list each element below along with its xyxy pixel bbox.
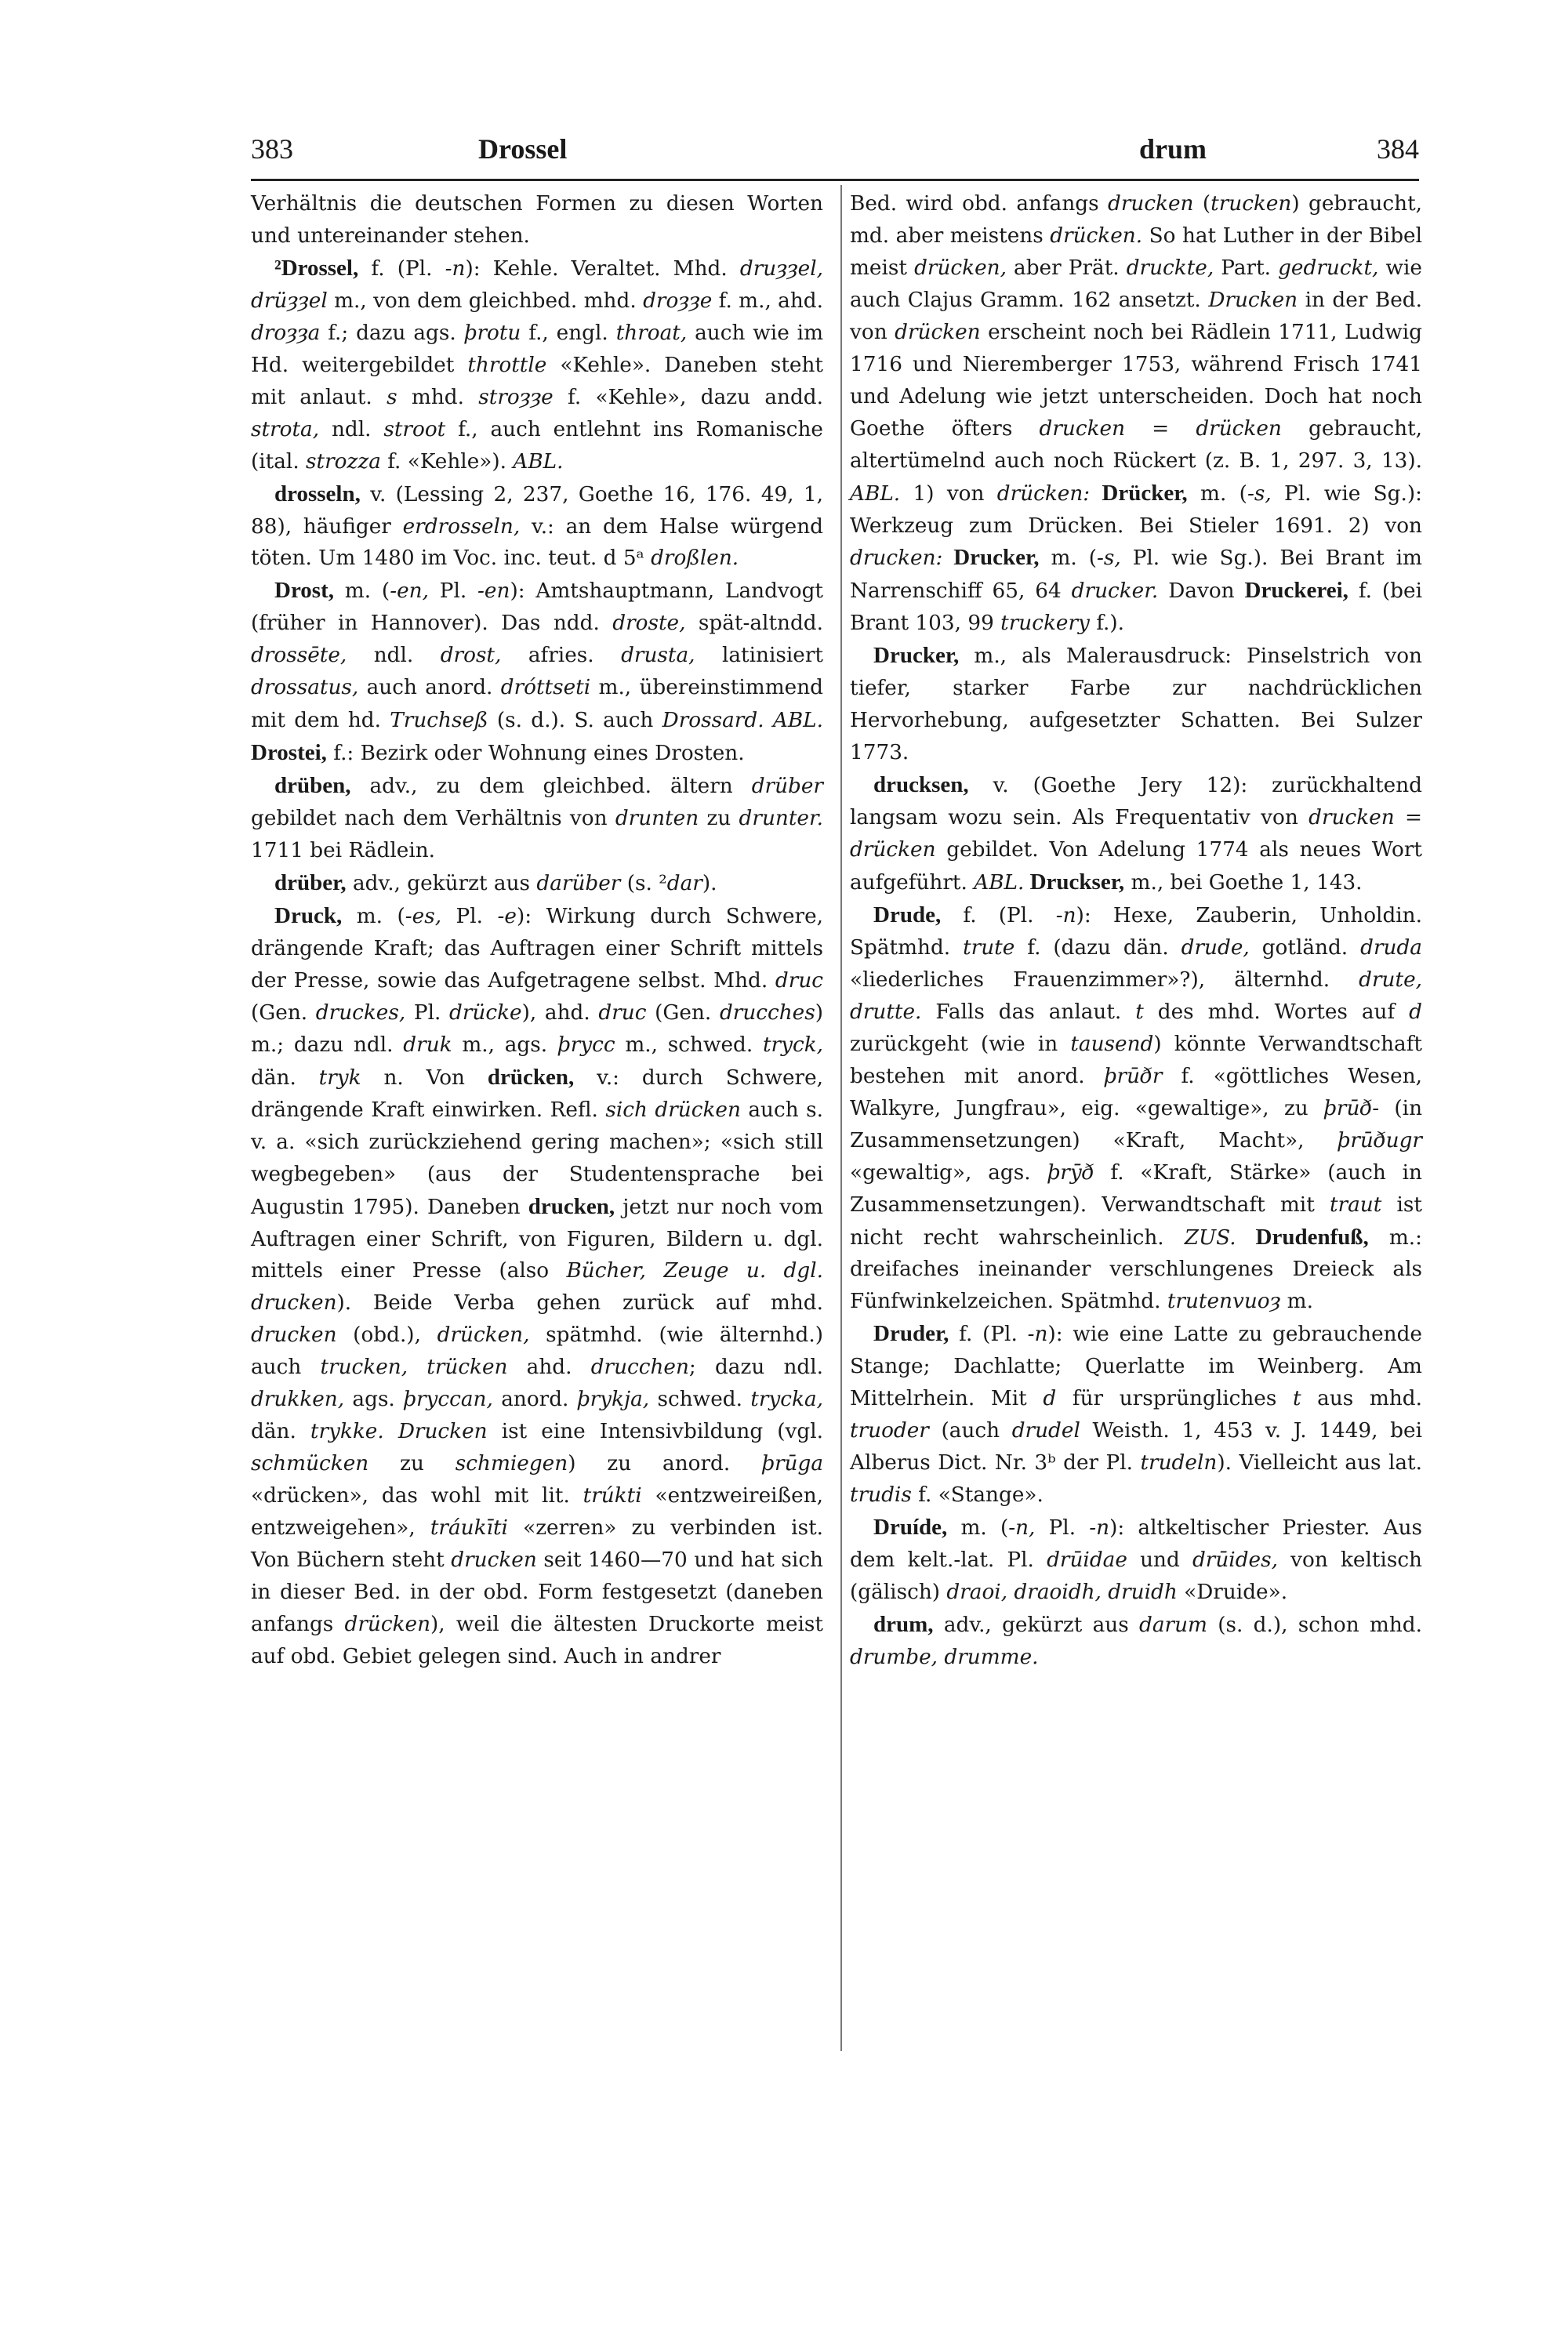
column-divider bbox=[840, 185, 842, 2051]
entry-drueben: drüben, adv., zu dem gleichbed. ältern drüber gebildet nach dem Verhältnis von drunten zu drunter. 1711 bei Rädlein. bbox=[251, 773, 823, 863]
entry-drueber: drüber, adv., gekürzt aus darüber (s. ²dar). bbox=[274, 870, 717, 896]
entry-drucksen: drucksen, v. (Goethe Jery 12): zurückhaltend langsam wozu sein. Als Frequentativ von drucken = drücken gebildet. Von Adelung 1774 als neues Wort aufgeführt. ABL. Druckser, m., bei Goethe 1, 143. bbox=[850, 772, 1422, 895]
entry-drost: Drost, m. (-en, Pl. -en): Amtshauptmann, Landvogt (früher in Hannover). Das ndd. droste, spät-altndd. drossēte, ndl. drost, afries. drusta, latinisiert drossatus, auch anord. dróttseti m., übereinstimmend mit dem hd. Truchseß (s. d.). S. auch Drossard. ABL. Drostei, f.: Bezirk oder Wohnung eines Drosten. bbox=[251, 578, 823, 766]
left-column bbox=[251, 188, 823, 1673]
page-header bbox=[251, 132, 1419, 179]
entry-druide: Druíde, m. (-n, Pl. -n): altkeltischer Priester. Aus dem kelt.-lat. Pl. drūidae und drūides, von keltisch (gälisch) draoi, draoidh, druidh «Druide». bbox=[850, 1515, 1422, 1604]
header-rule bbox=[251, 179, 1419, 181]
entry-continuation: Verhältnis die deutschen Formen zu diesen Worten und untereinander stehen. bbox=[251, 192, 823, 248]
page-number-left: 383 bbox=[251, 133, 293, 165]
entry-druck: Druck, m. (-es, Pl. -e): Wirkung durch Schwere, drängende Kraft; das Auftragen einer Schrift mittels der Presse, sowie das Aufgetragene selbst. Mhd. druc (Gen. druckes, Pl. drücke), ahd. druc (Gen. drucches) m.; dazu ndl. druk m., ags. þrycc m., schwed. tryck, dän. tryk n. Von drücken, v.: durch Schwere, drängende Kraft einwirken. Refl. sich drücken auch s. v. a. «sich zurückziehend gering machen»; «sich still wegbegeben» (aus der Studentensprache bei Augustin 1795). Daneben drucken, jetzt nur noch vom Auftragen einer Schrift, von Figuren, Bildern u. dgl. mittels einer Presse (also Bücher, Zeuge u. dgl. drucken). Beide Verba gehen zurück auf mhd. drucken (obd.), drücken, spätmhd. (wie älternhd.) auch trucken, trücken ahd. drucchen; dazu ndl. drukken, ags. þryccan, anord. þrykja, schwed. trycka, dän. trykke. Drucken ist eine Intensivbildung (vgl. schmücken zu schmiegen) zu anord. þrūga «drücken», das wohl mit lit. trúkti «entzweireißen, entzweigehen», tráukīti «zerren» zu verbinden ist. Von Büchern steht drucken seit 1460—70 und hat sich in dieser Bed. in der obd. Form festgesetzt (daneben anfangs drücken), weil die ältesten Druckorte meist auf obd. Gebiet gelegen sind. Auch in andrer bbox=[251, 902, 824, 1668]
entry-drossel: ²Drossel, f. (Pl. -n): Kehle. Veraltet. Mhd. druȝȝel, drüȝȝel m., von dem gleichbed. mhd. droȝȝe f. m., ahd. droȝȝa f.; dazu ags. þrotu f., engl. throat, auch wie im Hd. weitergebildet throttle «Kehle». Daneben steht mit anlaut. s mhd. stroȝȝe f. «Kehle», dazu andd. strota, ndl. stroot f., auch entlehnt ins Romanische (ital. strozza f. «Kehle»). ABL. bbox=[251, 255, 824, 474]
entry-drucker-maler: Drucker, m., als Malerausdruck: Pinselstrich von tiefer, starker Farbe zur nachdrücklichen Hervorhebung, aufgesetzter Schatten. Bei Sulzer 1773. bbox=[850, 643, 1422, 765]
running-head-left: Drossel bbox=[478, 133, 568, 165]
running-head-right: drum bbox=[1139, 133, 1207, 165]
entry-druck-continued: Bed. wird obd. anfangs drucken (trucken) gebraucht, md. aber meistens drücken. So hat Luther in der Bibel meist drücken, aber Prät. druckte, Part. gedruckt, wie auch Clajus Gramm. 162 ansetzt. Drucken in der Bed. von drücken erscheint noch bei Rädlein 1711, Ludwig 1716 und Nieremberger 1753, während Frisch 1741 und Adelung wie jetzt unterscheiden. Doch hat noch Goethe öfters drucken = drücken gebraucht, altertümelnd auch noch Rückert (z. B. 1, 297. 3, 13). ABL. 1) von drücken: Drücker, m. (-s, Pl. wie Sg.): Werkzeug zum Drücken. Bei Stieler 1691. 2) von drucken: Drucker, m. (-s, Pl. wie Sg.). Bei Brant im Narrenschiff 65, 64 drucker. Davon Druckerei, f. (bei Brant 103, 99 truckery f.). bbox=[850, 192, 1422, 636]
page-number-right: 384 bbox=[1377, 133, 1419, 165]
entry-drosseln: drosseln, v. (Lessing 2, 237, Goethe 16, 176. 49, 1, 88), häufiger erdrosseln, v.: an dem Halse würgend töten. Um 1480 im Voc. inc. teut. d 5ᵃ droßlen. bbox=[251, 481, 823, 571]
entry-druder: Druder, f. (Pl. -n): wie eine Latte zu gebrauchende Stange; Dachlatte; Querlatte im Weinberg. Am Mittelrhein. Mit d für ursprüngliches t aus mhd. truoder (auch drudel Weisth. 1, 453 v. J. 1449, bei Alberus Dict. Nr. 3ᵇ der Pl. trudeln). Vielleicht aus lat. trudis f. «Stange». bbox=[850, 1321, 1422, 1508]
entry-drum: drum, adv., gekürzt aus darum (s. d.), schon mhd. drumbe, drumme. bbox=[850, 1611, 1422, 1669]
entry-drude: Drude, f. (Pl. -n): Hexe, Zauberin, Unholdin. Spätmhd. trute f. (dazu dän. drude, gotländ. druda «liederliches Frauenzimmer»?), älternhd. drute, drutte. Falls das anlaut. t des mhd. Wortes auf d zurückgeht (wie in tausend) könnte Verwandtschaft bestehen mit anord. þrūðr f. «göttliches Wesen, Walkyre, Jungfrau», eig. «gewaltige», zu þrūð- (in Zusammensetzungen) «Kraft, Macht», þrūðugr «gewaltig», ags. þrȳð f. «Kraft, Stärke» (auch in Zusammensetzungen). Verwandtschaft mit traut ist nicht recht wahrscheinlich. ZUS. Drudenfuß, m.: dreifaches ineinander verschlungenes Dreieck als Fünfwinkelzeichen. Spätmhd. trutenvuoȝ m. bbox=[850, 902, 1423, 1314]
right-column bbox=[850, 188, 1422, 1674]
